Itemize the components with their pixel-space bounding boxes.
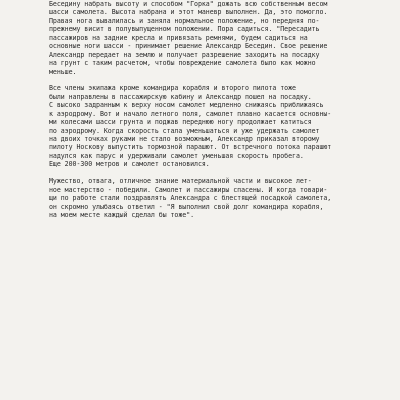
text-line: по аэродрому. Когда скорость стала уменьшаться и уже удержать самолет [49,126,320,135]
text-line: Беседину набрать высоту и способом "Горка" дожать всю собственным весом [49,0,328,8]
document-body [49,0,369,219]
text-line: Еще 200-300 метров и самолет остановился. [49,160,210,169]
text-line: ное мастерство - победили. Самолет и пассажиры спасены. И когда товари- [49,185,328,194]
text-line: прежнему висит в полувыпущенном положении. Пора садиться. "Пересадить [49,25,320,34]
text-line: щи по работе стали поздравлять Александра с блестящей посадкой самолета, [49,194,332,203]
paragraph-1 [49,0,369,76]
paragraph-2 [49,84,369,168]
text-line: шасси самолета. Высота набрана и этот маневр выполнен. Да, это помогло. [49,8,328,17]
paragraph-3 [49,177,369,219]
text-line: были направлены в пассажирскую кабину и Александр пошел на посадку. [49,92,312,101]
text-line: Правая нога вывалилась и заняла нормальное положение, но передняя по- [49,16,320,25]
text-line: на двоих точках руками не стало возможным, Александр приказал второму [49,135,320,143]
text-line: С высоко задранным к верху носом самолет медленно снижаясь приближаясь [49,101,324,110]
paragraph-gap [49,76,369,84]
text-line: пассажиров на задние кресла и привязать ремнями, будем садиться на [49,33,308,42]
text-line: пилоту Носкову выпустить тормозной парашют. От встречного потока парашют [49,143,332,152]
text-line: Александр передает на землю и получает разрешение заходить на посадку [49,50,320,59]
text-line: он скромно улыбаясь ответил - "Я выполнил свой долг командира корабля, [49,202,324,211]
text-line: Мужество, отвага, отличное знание материальной части и высокое лет- [49,177,312,186]
text-line: на моем месте каждый сделал бы тоже". [49,210,195,219]
text-line: надулся как парус и удерживали самолет уменьшая скорость пробега. [49,151,304,160]
text-line: на грунт с таким расчетом, чтобы повреждение самолета было как можно [49,59,316,68]
text-line: меньше. [49,67,77,76]
text-line: ми колесами шасси грунта и поджав переднюю ногу продолжает катиться [49,118,312,127]
text-line: Все члены экипажа кроме командира корабля и второго пилота тоже [49,84,296,93]
text-line: к аэродрому. Вот и начало летного поля, самолет плавно касается основны- [49,109,332,118]
paragraph-gap [49,169,369,177]
text-line: основные ноги шасси - принимает решение Александр Беседин. Свое решение [49,42,328,51]
